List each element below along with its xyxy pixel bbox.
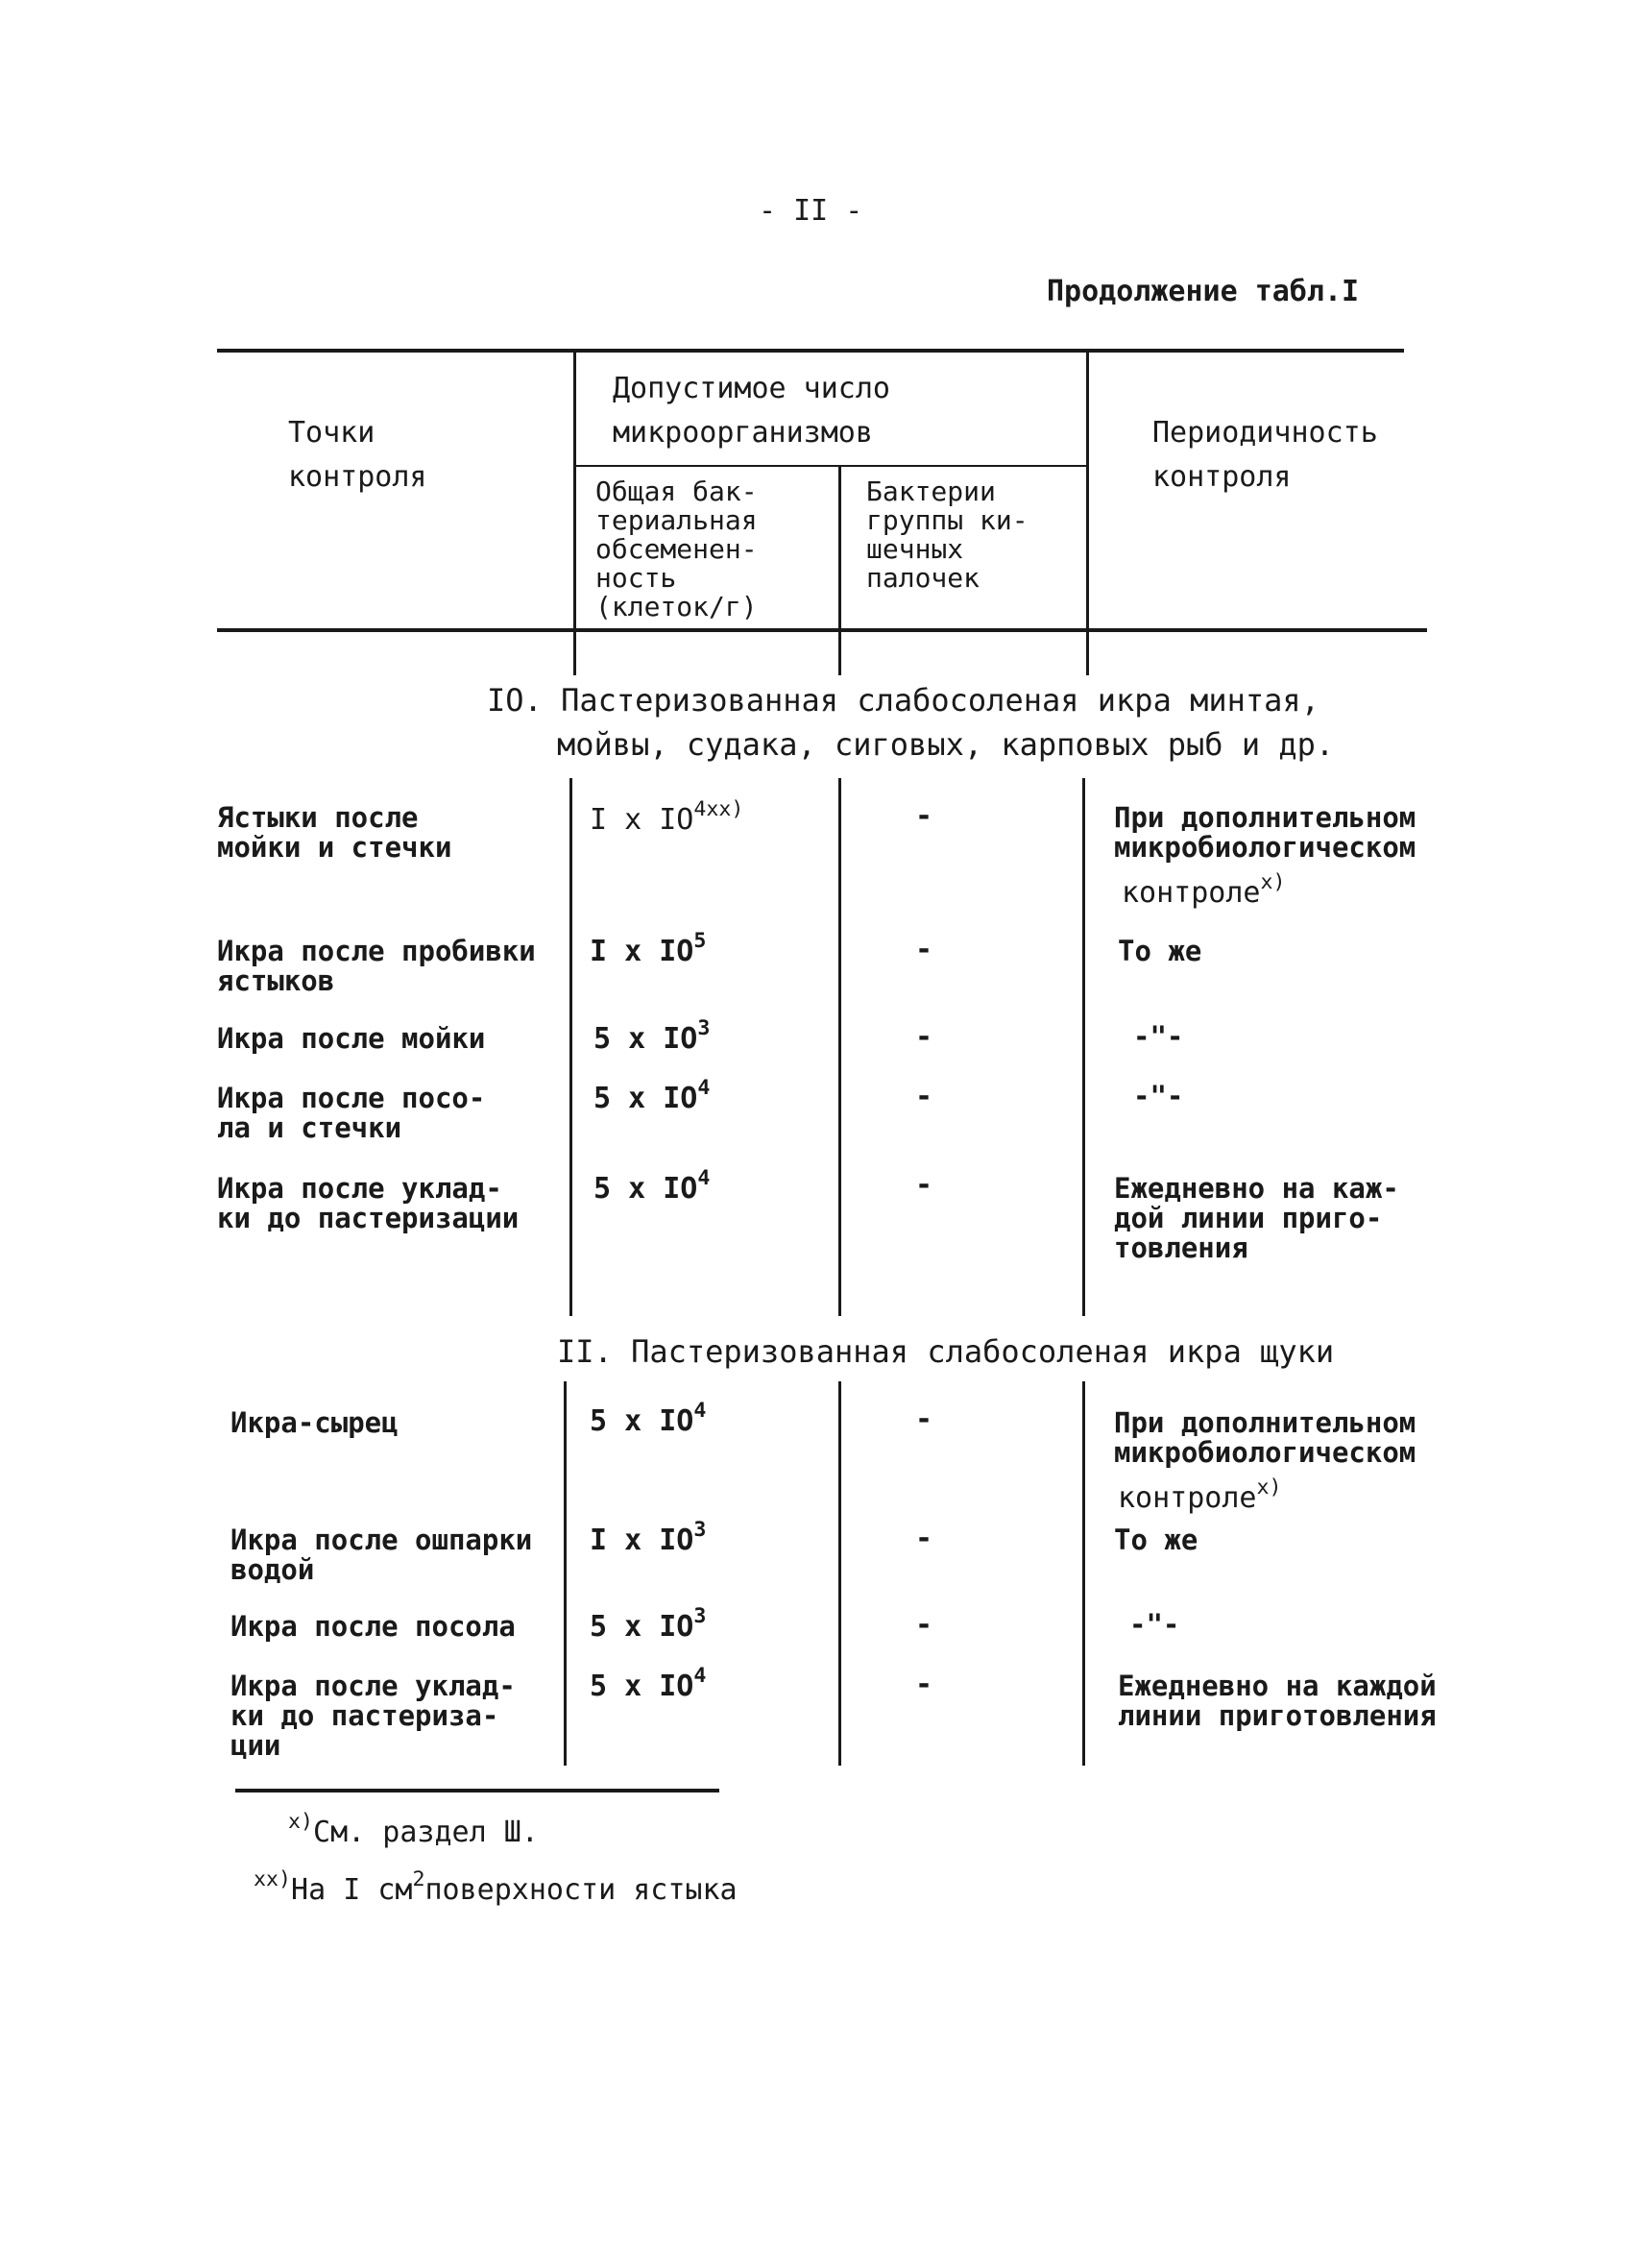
page-number: - II - — [759, 194, 863, 228]
table-row-point: Икра после уклад- ки до пастеризации — [217, 1172, 520, 1234]
table-row-period: -"- — [1133, 1020, 1184, 1053]
table-row-period: При дополнительном микробиологическом — [1114, 801, 1416, 864]
table-top-rule — [217, 349, 1404, 353]
table-row-period: То же — [1114, 1524, 1198, 1556]
table-row-point: Икра после ошпарки водой — [230, 1524, 533, 1586]
table-row-period-last: контроле$^{x)}$ — [1118, 1475, 1282, 1515]
table-row-point: Ястыки после мойки и стечки — [217, 801, 452, 864]
table-row-bact: - — [915, 1522, 933, 1555]
footnote: $^{x)}$См. раздел Ш. — [288, 1809, 539, 1849]
table-row-period: -"- — [1129, 1608, 1180, 1641]
table-row-bact: - — [915, 1080, 933, 1113]
footnote: $^{xx)}$На I $см^2поверхности$ ястыка — [254, 1866, 738, 1907]
table-row-period: При дополнительном микробиологическом — [1114, 1406, 1416, 1469]
section11-title: II. Пастеризованная слабосоленая икра щуки — [557, 1333, 1335, 1370]
table-row-point: Икра-сырец — [230, 1406, 399, 1439]
footnote-rule — [235, 1789, 719, 1792]
table-row-value: 5 x $IO^4$ — [593, 1075, 711, 1115]
table-row-bact: - — [915, 799, 933, 833]
table-continuation-label: Продолжение табл.I — [1047, 275, 1360, 308]
table-row-point: Икра после посола — [230, 1610, 516, 1643]
header-bottom-rule — [217, 628, 1427, 632]
header-sub2: Бактерии группы ки- шечных палочек — [866, 476, 1029, 594]
section11-divider-3 — [1082, 1381, 1085, 1766]
table-row-bact: - — [915, 933, 933, 966]
table-row-period: -"- — [1133, 1080, 1184, 1112]
table-row-bact: - — [915, 1402, 933, 1436]
section11-divider-2 — [838, 1381, 841, 1766]
header-sub1: Общая бак- териальная обсеменен- ность (клеток/г) — [595, 476, 758, 622]
section10-divider-2 — [838, 778, 841, 1316]
table-row-point: Икра после уклад- ки до пастериза- ции — [230, 1670, 516, 1762]
table-row-value: I x $IO^{4xx)}$ — [590, 796, 744, 837]
header-col1: Точки контроля — [288, 416, 427, 494]
section10-divider-1 — [569, 778, 572, 1316]
table-row-value: I x $IO^3$ — [590, 1517, 707, 1557]
section10-title-line2: мойвы, судака, сиговых, карповых рыб и др. — [557, 726, 1335, 763]
header-divider-1 — [573, 349, 576, 675]
section10-title-line1: IO. Пастеризованная слабосоленая икра минтая, — [487, 682, 1319, 719]
table-row-point: Икра после пробивки ястыков — [217, 935, 536, 997]
group-header-rule — [574, 465, 1087, 467]
table-row-point: Икра после мойки — [217, 1022, 486, 1055]
header-group: Допустимое число микроорганизмов — [613, 372, 890, 450]
table-row-bact: - — [915, 1608, 933, 1642]
table-row-bact: - — [915, 1168, 933, 1202]
table-row-value: 5 x $IO^4$ — [590, 1398, 707, 1438]
table-row-value: 5 x $IO^4$ — [590, 1663, 707, 1703]
table-row-value: 5 x $IO^3$ — [590, 1603, 707, 1644]
table-row-value: I x $IO^5$ — [590, 928, 707, 968]
table-row-bact: - — [915, 1020, 933, 1054]
table-row-period: Ежедневно на каж- дой линии приго- товления — [1114, 1172, 1399, 1264]
section11-divider-1 — [564, 1381, 567, 1766]
table-row-bact: - — [915, 1668, 933, 1701]
section10-divider-3 — [1082, 778, 1085, 1316]
table-row-value: 5 x $IO^3$ — [593, 1015, 711, 1056]
header-divider-2 — [838, 465, 841, 675]
table-row-point: Икра после посо- ла и стечки — [217, 1082, 486, 1144]
table-row-value: 5 x $IO^4$ — [593, 1165, 711, 1206]
table-row-period: То же — [1118, 935, 1202, 967]
table-row-period-last: контроле$^{x)}$ — [1122, 869, 1286, 910]
header-col4: Периодичность контроля — [1152, 416, 1378, 494]
table-row-period: Ежедневно на каждой линии приготовления — [1118, 1670, 1437, 1732]
header-divider-3 — [1086, 349, 1089, 675]
